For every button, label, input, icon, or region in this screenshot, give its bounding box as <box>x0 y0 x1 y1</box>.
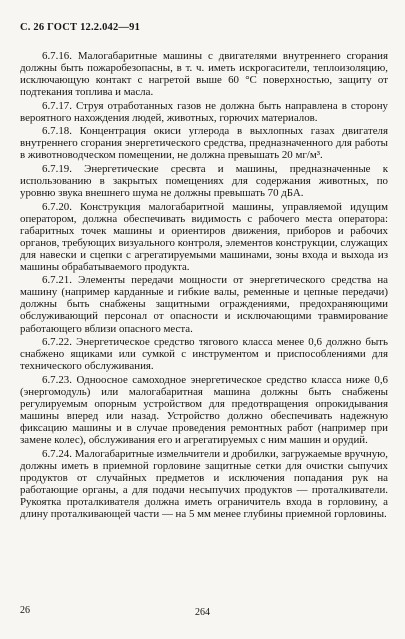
paragraph-6-7-16: 6.7.16. Малогабаритные машины с двигателями внутреннего сгорания должны быть пожаробезопасны, в т. ч. иметь искрогасители, теплоизоляцию, исключающую контакт с нагретой выше 60 °С поверхностью, защиту от подтекания топлива и масла. <box>20 50 388 99</box>
paragraph-6-7-19: 6.7.19. Энергетические сресвта и машины, предназначенные к использованию в закрытых помещениях для содержания животных, по уровню звука внешнего шума не должны превышать 70 дБА. <box>20 162 388 200</box>
paragraph-6-7-17: 6.7.17. Струя отработанных газов не должна быть направлена в сторону вероятного нахождения людей, животных, горючих материалов. <box>20 99 388 124</box>
paragraph-6-7-24: 6.7.24. Малогабаритные измельчители и дробилки, загружаемые вручную, должны иметь в приемной горловине защитные сетки для очистки сыпучих продуктов от случайных предметов и исключения попадания рук на работающие органы, а для подачи несыпучих продуктов — проталкиватели. Рукоятка проталкивателя должна иметь ограничитель входа в горловину, а длину проталкивающей части — на 5 мм менее глубины приемной горловины. <box>20 447 388 520</box>
paragraph-6-7-18: 6.7.18. Концентрация окиси углерода в выхлопных газах двигателя внутреннего сгорания энергетического средства, предназначенного для работы в животноводческом помещении, не должна превышать 20 мг/м³. <box>20 125 388 162</box>
paragraph-6-7-22: 6.7.22. Энергетическое средство тягового класса менее 0,6 должно быть снабжено ящиками или сумкой с инструментом и приспособлениями для технического обслуживания. <box>20 336 388 373</box>
page-header: С. 26 ГОСТ 12.2.042—91 <box>20 22 141 33</box>
page-number-left: 26 <box>20 605 30 616</box>
page-number-center: 264 <box>195 607 210 618</box>
paragraph-6-7-23: 6.7.23. Одноосное самоходное энергетическое средство класса ниже 0,6 (энергомодуль) или малогабаритная машина должны быть снабжены регулируемым опорным устройством для предотвращения опрокидывания машины вперед или назад. Устройство должно обеспечивать надежную фиксацию машины и в случае проведения ремонтных работ (например при замене колес), обслуживания его и агрегатируемых с ним машин и орудий. <box>20 373 388 446</box>
paragraph-6-7-21: 6.7.21. Элементы передачи мощности от энергетического средства на машину (например карданные и гибкие валы, ременные и цепные передачи) должны быть снабжены защитными ограждениями, предохраняющими обслуживающий персонал от опасности и исключающими травмирование работающего вблизи опасного места. <box>20 274 388 335</box>
paragraph-6-7-20: 6.7.20. Конструкция малогабаритной машины, управляемой идущим оператором, должна обеспечивать видимость с рабочего места оператора: габаритных точек машины и ориентиров движения, приборов и рабочих органов, требующих визуального контроля, элементов конструкции, служащих для навески и сцепки с агрегатируемыми машинами, зоны входа и выхода из машины обрабатываемого продукта. <box>20 200 388 273</box>
document-body <box>20 50 388 521</box>
